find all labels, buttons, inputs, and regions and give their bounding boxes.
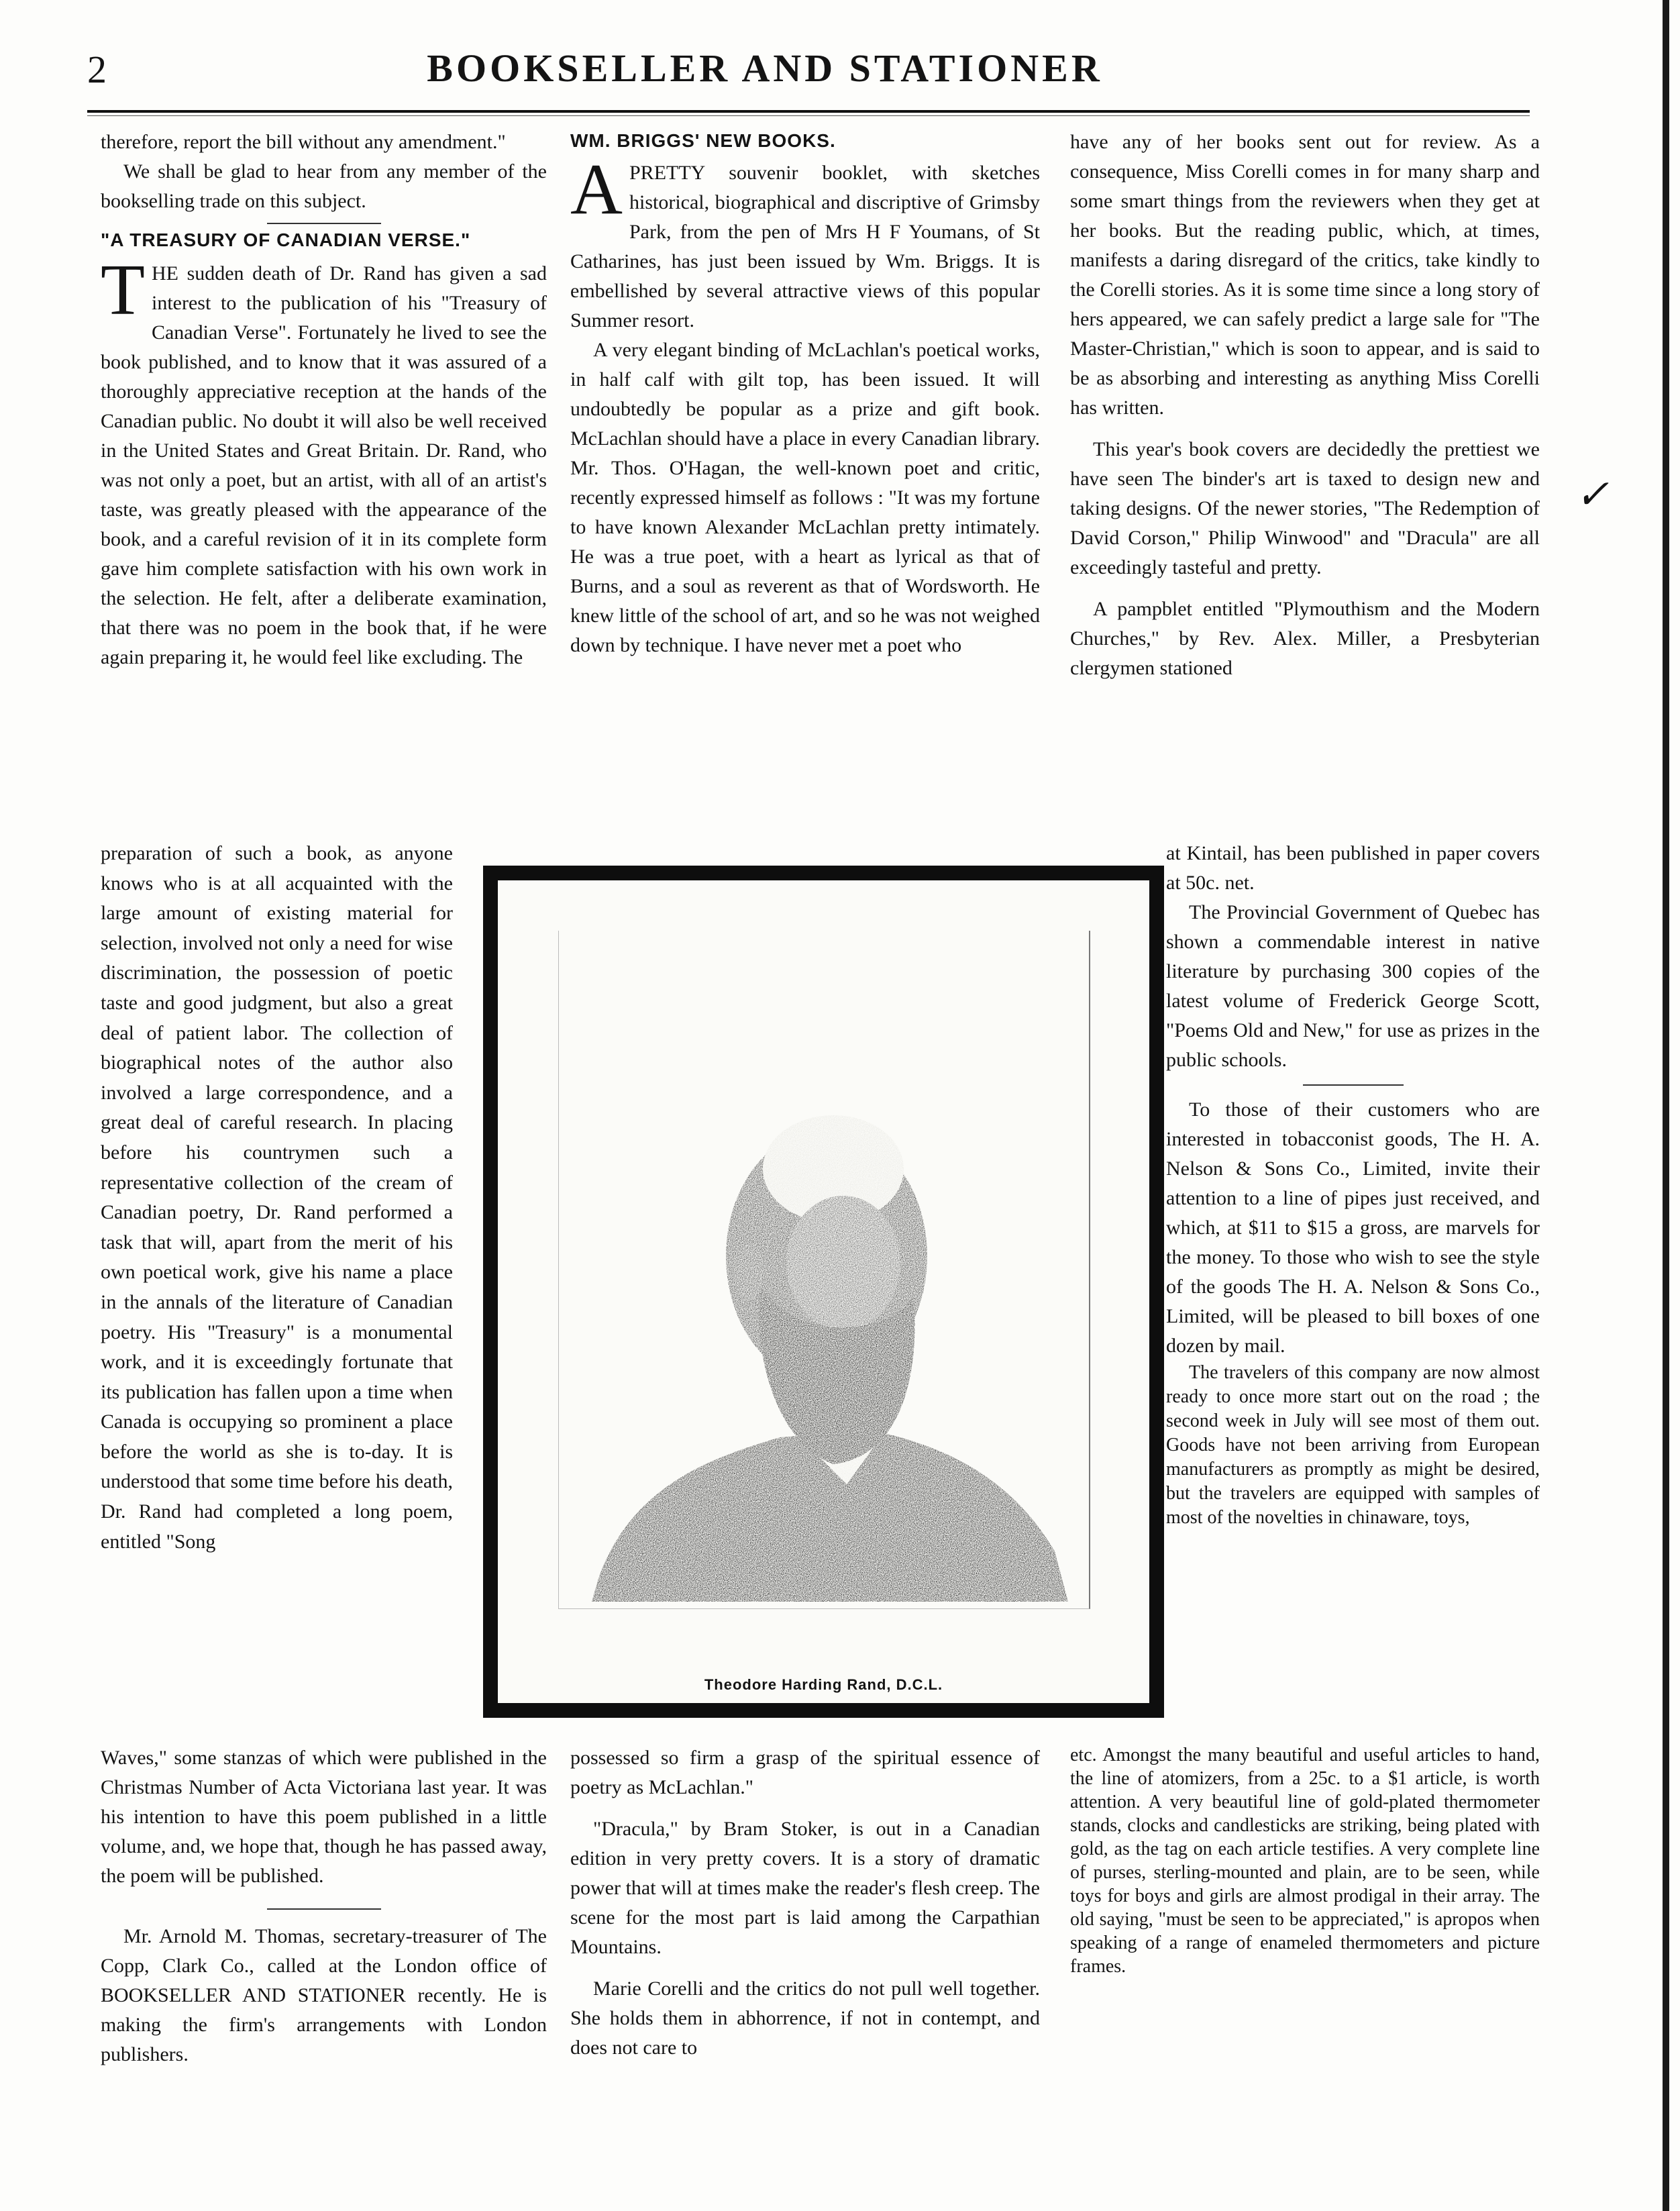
pamphlet-continued: at Kintail, has been published in paper covers at 50c. net. bbox=[1166, 842, 1540, 894]
section-divider bbox=[267, 1908, 381, 1910]
briggs-paragraph bbox=[570, 150, 1040, 336]
column-1-bottom bbox=[101, 1743, 547, 2069]
mclachlan-end: possessed so firm a grasp of the spiritual essence of poetry as McLachlan." bbox=[570, 1747, 1040, 1798]
page-number: 2 bbox=[87, 48, 107, 91]
column-1-narrow bbox=[101, 839, 453, 1557]
treasury-text-continued: preparation of such a book, as anyone knows who is at all acquainted with the large amount of existing material for selection, involved not only a need for wise discrimination, the possession of poetic taste and good judgment, but also a great deal of patient labor. The collection of biographical notes of the author also involved a large correspondence, and a great deal of careful research. In placing before his countrymen such a representative collection of the cream of Canadian poetry, Dr. Rand performed a task that will, apart from the merit of his own poetical work, give his name a place in the annals of the literature of Canadian poetry. His "Treasury" is a monumental work, and it is exceedingly fortunate that its publication has fallen upon a time when Canada is occupying so prominent a place before the world as she is to-day. It is understood that some time before his death, Dr. Rand had completed a long poem, entitled "Song bbox=[101, 842, 453, 1553]
briggs-text: PRETTY souvenir booklet, with sketches historical, biographical and discriptive of Grimsby Park, from the pen of Mrs H F Youmans, of St Catharines, has just been issued by Wm. Briggs. It is embellished by several attractive views of this popular Summer resort. bbox=[570, 162, 1040, 331]
drop-cap: T bbox=[101, 250, 145, 330]
column-2-bottom bbox=[570, 1743, 1040, 2063]
travelers-end: etc. Amongst the many beautiful and useful articles to hand, the line of atomizers, from a 25c. to a $1 article, is worth attention. A very beautiful line of gold-plated thermometer stands, clocks and candlesticks are striking, being plated with gold, as the tag on each article testifies. A very complete line of purses, sterling-mounted and plain, are to be seen, while toys for boys and girls are almost prodigal in their array. The old saying, "must be seen to be appreciated," is apropos when speaking of a range of enameled thermometers and picture frames. bbox=[1070, 1745, 1540, 1977]
travelers-paragraph: The travelers of this company are now almost ready to once more start out on the road ; the second week in July will see most of them out. Goods have not been arriving from European manufacturers as promptly as might be desired, but the travelers are equipped with samples of most of the novelties in chinaware, toys, bbox=[1166, 1362, 1540, 1528]
column-3-bottom bbox=[1070, 1743, 1540, 1978]
drop-cap: A bbox=[570, 150, 623, 229]
treasury-paragraph bbox=[101, 250, 547, 672]
corelli-paragraph: Marie Corelli and the critics do not pull well together. She holds them in abhorrence, if not in contempt, and does not care to bbox=[570, 1977, 1040, 2059]
column-3 bbox=[1070, 127, 1540, 683]
article-heading-briggs: WM. BRIGGS' NEW BOOKS. bbox=[570, 130, 836, 151]
thomas-paragraph: Mr. Arnold M. Thomas, secretary-treasurer of The Copp, Clark Co., called at the London office of BOOKSELLER AND STATIONER recently. He is making the firm's arrangements with London publishers. bbox=[101, 1925, 547, 2065]
header-rule-thin bbox=[87, 115, 1530, 116]
running-head: BOOKSELLER AND STATIONER bbox=[427, 46, 1103, 90]
portrait-figure bbox=[483, 866, 1164, 1718]
portrait-caption: Theodore Harding Rand, D.C.L. bbox=[704, 1676, 943, 1693]
nelson-paragraph: To those of their customers who are interested in tobacconist goods, The H. A. Nelson & Sons Co., Limited, invite their attention to a line of pipes just received, and which, at $11 to $15 a gross, are marvels for the money. To those who wish to see the style of the goods The H. A. Nelson & Sons Co., Limited, will be pleased to bill boxes of one dozen by mail. bbox=[1166, 1098, 1540, 1357]
treasury-text-end: Waves," some stanzas of which were published in the Christmas Number of Acta Victoriana last year. It was his intention to have this poem published in a little volume, and, we hope that, though he has passed away, the poem will be published. bbox=[101, 1747, 547, 1887]
header-rule bbox=[87, 110, 1530, 113]
quebec-paragraph: The Provincial Government of Quebec has shown a commendable interest in native literature by purchasing 300 copies of the latest volume of Frederick George Scott, "Poems Old and New," for use as prizes in the public schools. bbox=[1166, 901, 1540, 1071]
handwritten-mark: ✓ bbox=[1575, 472, 1610, 517]
treasury-text: HE sudden death of Dr. Rand has given a sad interest to the publication of his "Treasury of Canadian Verse". Fortunately he lived to see the book published, and to know that it was assured of a thoroughly appreciative reception at the hands of the Canadian public. No doubt it will also be well received in the United States and Great Britain. Dr. Rand, who was not only a poet, but an artist, with all of an artist's taste, was greatly pleased with the appearance of the book, and a careful revision of it in its complete form gave him complete satisfaction with his own work in the selection. He felt, after a deliberate examination, that there was no poem in the book that, if he were again preparing it, he would feel like excluding. The bbox=[101, 262, 547, 668]
dracula-paragraph: "Dracula," by Bram Stoker, is out in a Canadian edition in very pretty covers. It is a story of dramatic power that will at times make the reader's flesh creep. The scene for the most part is laid among the Carpathian Mountains. bbox=[570, 1818, 1040, 1958]
column-3-narrow bbox=[1166, 839, 1540, 1530]
column-2 bbox=[570, 127, 1040, 660]
mclachlan-paragraph: A very elegant binding of McLachlan's poetical works, in half calf with gilt top, has been issued. It will undoubtedly be popular as a prize and gift book. McLachlan should have a place in every Canadian library. Mr. Thos. O'Hagan, the well-known poet and critic, recently expressed himself as follows : "It was my fortune to have known Alexander McLachlan pretty intimately. He was a true poet, with a heart as lyrical as that of Burns, and a soul as reverent as that of Wordsworth. He knew little of the school of art, and so he was not weighed down by technique. I have never met a poet who bbox=[570, 339, 1040, 656]
page-edge-shadow bbox=[1663, 0, 1669, 2211]
col1-continuation: therefore, report the bill without any amendment." bbox=[101, 131, 506, 153]
pamphlet-paragraph: A pampblet entitled "Plymouthism and the Modern Churches," by Rev. Alex. Miller, a Presbyterian clergymen stationed bbox=[1070, 598, 1540, 679]
section-divider bbox=[267, 223, 381, 224]
portrait-image bbox=[498, 880, 1149, 1703]
book-covers-paragraph: This year's book covers are decidedly the prettiest we have seen The binder's art is taxed to design new and taking designs. Of the newer stories, "The Redemption of David Corson," Philip Winwood" and "Dracula" are all exceedingly tasteful and pretty. bbox=[1070, 438, 1540, 578]
article-heading-treasury: "A TREASURY OF CANADIAN VERSE." bbox=[101, 229, 471, 250]
section-divider bbox=[1303, 1084, 1404, 1086]
column-1 bbox=[101, 127, 547, 672]
col1-note: We shall be glad to hear from any member of the bookselling trade on this subject. bbox=[101, 160, 547, 212]
corelli-continued: have any of her books sent out for review. As a consequence, Miss Corelli comes in for many sharp and some smart things from the reviewers when they get at her books. But the reading public, which, at times, manifests a daring disregard of the critics, take kindly to the Corelli stories. As it is some time since a long story of hers appeared, we can safely predict a large sale for "The Master-Christian," which is soon to appear, and is said to be as absorbing and interesting as anything Miss Corelli has written. bbox=[1070, 131, 1540, 419]
